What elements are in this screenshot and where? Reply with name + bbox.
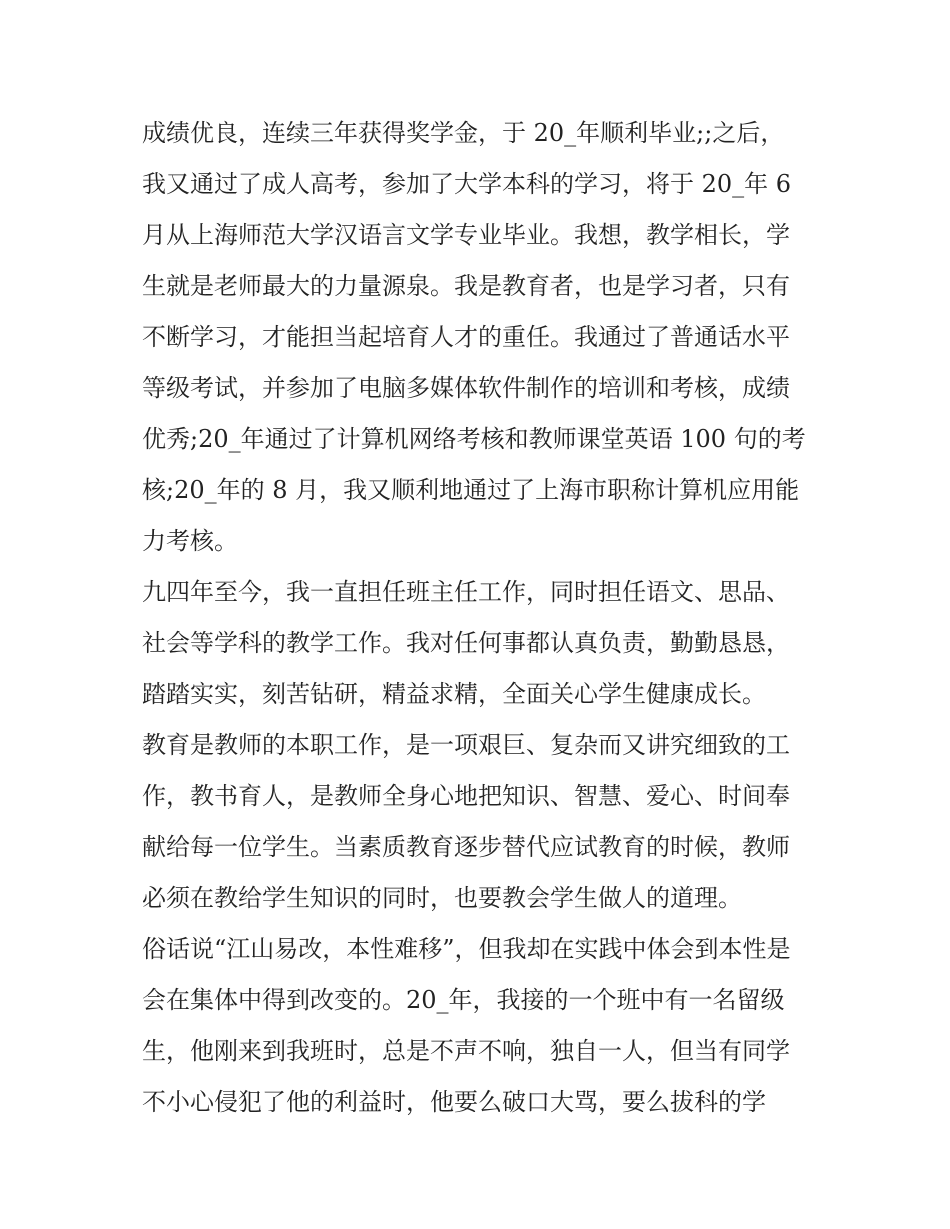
text-line: 优秀;20_年通过了计算机网络考核和教师课堂英语 100 句的考 [142,425,806,453]
text-line: 作，教书育人，是教师全身心地把知识、智慧、爱心、时间奉 [142,782,790,810]
text-line: 不断学习，才能担当起培育人才的重任。我通过了普通话水平 [142,323,790,351]
text-line: 生，他刚来到我班时，总是不声不响，独自一人，但当有同学 [142,1037,790,1065]
text-line: 教育是教师的本职工作，是一项艰巨、复杂而又讲究细致的工 [142,731,790,759]
text-line: 必须在教给学生知识的同时，也要教会学生做人的道理。 [142,884,742,912]
text-line: 核;20_年的 8 月，我又顺利地通过了上海市职称计算机应用能 [142,476,800,504]
text-line: 月从上海师范大学汉语言文学专业毕业。我想，教学相长，学 [142,221,790,249]
text-line: 九四年至今，我一直担任班主任工作，同时担任语文、思品、 [142,578,790,606]
text-line: 会在集体中得到改变的。20_年，我接的一个班中有一名留级 [142,986,785,1014]
document-body [142,108,812,1128]
text-line: 社会等学科的教学工作。我对任何事都认真负责，勤勤恳恳， [142,629,790,657]
text-line: 不小心侵犯了他的利益时，他要么破口大骂，要么拔科的学 [142,1088,766,1116]
text-line: 成绩优良，连续三年获得奖学金，于 20_年顺利毕业;;之后， [142,119,785,147]
text-line: 踏踏实实，刻苦钻研，精益求精，全面关心学生健康成长。 [142,680,766,708]
text-line: 我又通过了成人高考，参加了大学本科的学习，将于 20_年 6 [142,170,792,198]
text-line: 生就是老师最大的力量源泉。我是教育者，也是学习者，只有 [142,272,790,300]
text-line: 俗话说“江山易改，本性难移”，但我却在实践中体会到本性是 [142,935,791,963]
text-line: 等级考试，并参加了电脑多媒体软件制作的培训和考核，成绩 [142,374,790,402]
text-line: 力考核。 [142,527,238,555]
text-line: 献给每一位学生。当素质教育逐步替代应试教育的时候，教师 [142,833,790,861]
